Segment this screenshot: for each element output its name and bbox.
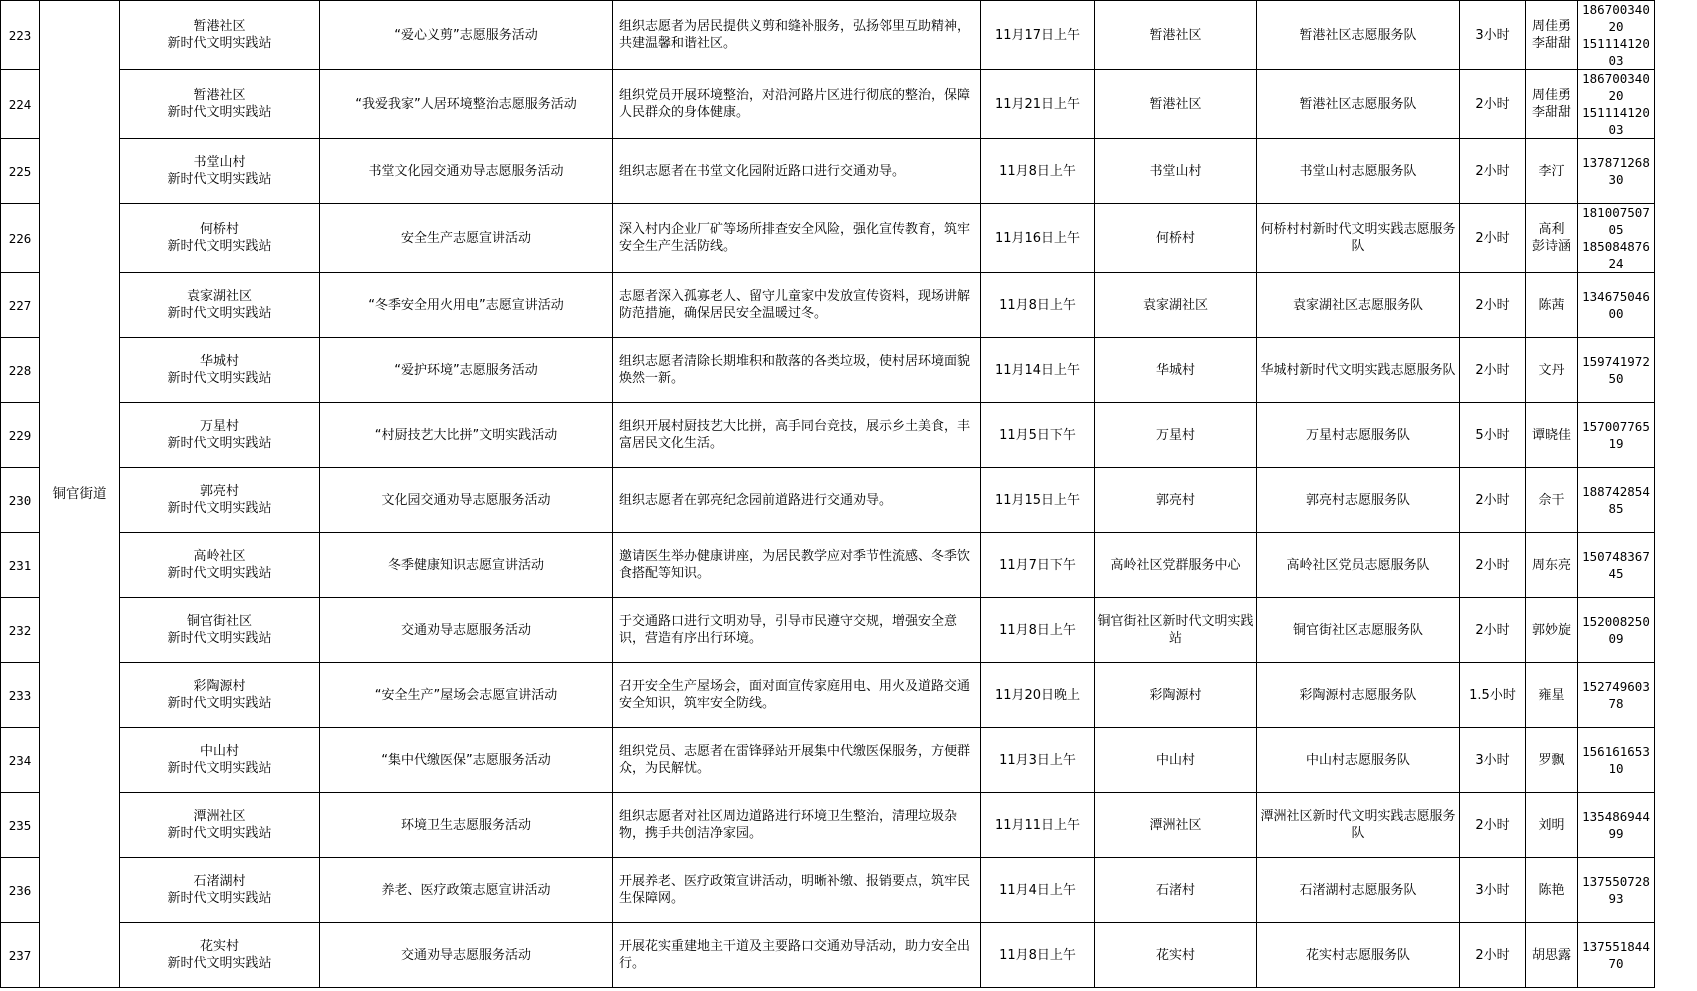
duration: 2小时 [1460,923,1526,988]
activity-content: 组织志愿者在郭亮纪念园前道路进行交通劝导。 [613,468,981,533]
contact-phone [1578,468,1655,533]
station-name [120,663,320,728]
station-name [120,70,320,139]
activity-place: 暂港社区 [1095,1,1257,70]
contact-person-line: 谭晓佳 [1531,427,1571,443]
service-team: 书堂山村志愿服务队 [1257,139,1460,204]
station-name [120,204,320,273]
service-team: 高岭社区党员志愿服务队 [1257,533,1460,598]
contact-phone-line: 15111412003 [1582,105,1650,137]
activity-name: “集中代缴医保”志愿服务活动 [320,728,613,793]
row-number: 229 [1,403,40,468]
table-row [1,273,1655,338]
station-name [120,468,320,533]
contact-phone-line: 18874285485 [1582,484,1650,516]
contact-phone [1578,923,1655,988]
station-name [120,273,320,338]
activity-name: 安全生产志愿宣讲活动 [320,204,613,273]
activity-name: 交通劝导志愿服务活动 [320,923,613,988]
contact-phone [1578,139,1655,204]
contact-phone [1578,273,1655,338]
activity-time: 11月17日上午 [981,1,1095,70]
contact-phone-line: 18508487624 [1582,239,1650,271]
station-name-line: 中山村 [199,744,239,759]
station-name [120,533,320,598]
station-name [120,923,320,988]
activity-time: 11月8日上午 [981,139,1095,204]
contact-phone-line: 13755184470 [1582,939,1650,971]
service-team: 何桥村村新时代文明实践志愿服务队 [1257,204,1460,273]
station-name-line: 新时代文明实践站 [167,956,272,971]
station-name-line: 书堂山村 [193,155,246,170]
station-name-line: 新时代文明实践站 [167,436,272,451]
station-name-line: 彩陶源村 [193,679,246,694]
contact-person-line: 雍星 [1538,687,1565,703]
activity-time: 11月8日上午 [981,598,1095,663]
activity-time: 11月4日上午 [981,858,1095,923]
duration: 3小时 [1460,858,1526,923]
contact-phone [1578,204,1655,273]
table-row [1,598,1655,663]
row-number: 228 [1,338,40,403]
station-name-line: 新时代文明实践站 [167,761,272,776]
contact-phone-line: 13467504600 [1582,289,1650,321]
row-number: 225 [1,139,40,204]
activity-content: 邀请医生举办健康讲座，为居民教学应对季节性流感、冬季饮食搭配等知识。 [613,533,981,598]
contact-person-line: 周佳勇 [1531,19,1571,34]
duration: 2小时 [1460,204,1526,273]
contact-phone-line: 15111412003 [1582,36,1650,68]
contact-person-line: 胡思露 [1531,947,1571,963]
activity-content: 组织志愿者为居民提供义剪和缝补服务，弘扬邻里互助精神，共建温馨和谐社区。 [613,1,981,70]
contact-person [1526,858,1578,923]
contact-person [1526,1,1578,70]
activity-content: 志愿者深入孤寡老人、留守儿童家中发放宣传资料，现场讲解防范措施，确保居民安全温暖过冬。 [613,273,981,338]
activity-name: 冬季健康知识志愿宣讲活动 [320,533,613,598]
table-row [1,468,1655,533]
duration: 2小时 [1460,598,1526,663]
service-team: 袁家湖社区志愿服务队 [1257,273,1460,338]
activity-content: 组织志愿者清除长期堆积和散落的各类垃圾，使村居环境面貌焕然一新。 [613,338,981,403]
activity-place: 石渚村 [1095,858,1257,923]
station-name-line: 新时代文明实践站 [167,172,272,187]
contact-person-line: 刘明 [1538,817,1565,833]
contact-phone-line: 18100750705 [1582,205,1650,237]
contact-person [1526,70,1578,139]
contact-person-line: 高利 [1538,222,1565,237]
activity-time: 11月11日上午 [981,793,1095,858]
row-number: 223 [1,1,40,70]
station-name-line: 新时代文明实践站 [167,371,272,386]
row-number: 235 [1,793,40,858]
contact-person-line: 周东亮 [1531,557,1571,573]
station-name [120,598,320,663]
activity-time: 11月3日上午 [981,728,1095,793]
contact-person [1526,793,1578,858]
table-row [1,403,1655,468]
station-name-line: 新时代文明实践站 [167,631,272,646]
contact-person-line: 陈艳 [1538,882,1565,898]
contact-phone [1578,793,1655,858]
contact-person [1526,338,1578,403]
service-team: 石渚湖村志愿服务队 [1257,858,1460,923]
contact-phone [1578,403,1655,468]
station-name-line: 新时代文明实践站 [167,239,272,254]
activity-content: 开展养老、医疗政策宣讲活动，明晰补缴、报销要点，筑牢民生保障网。 [613,858,981,923]
contact-phone-line: 13755072893 [1582,874,1650,906]
table-body [1,1,1655,988]
station-name [120,403,320,468]
activity-place: 铜官街社区新时代文明实践站 [1095,598,1257,663]
table-row [1,923,1655,988]
contact-person [1526,598,1578,663]
duration: 3小时 [1460,728,1526,793]
activity-name: “我爱我家”人居环境整治志愿服务活动 [320,70,613,139]
contact-person-line: 李甜甜 [1531,36,1571,51]
activity-time: 11月16日上午 [981,204,1095,273]
activity-name: 文化园交通劝导志愿服务活动 [320,468,613,533]
contact-person [1526,403,1578,468]
activity-name: “安全生产”屋场会志愿宣讲活动 [320,663,613,728]
station-name-line: 新时代文明实践站 [167,501,272,516]
table-row [1,533,1655,598]
station-name-line: 暂港社区 [193,88,246,103]
station-name-line: 花实村 [199,939,239,954]
row-number: 237 [1,923,40,988]
duration: 3小时 [1460,1,1526,70]
activity-time: 11月8日上午 [981,273,1095,338]
row-number: 234 [1,728,40,793]
duration: 1.5小时 [1460,663,1526,728]
activity-time: 11月20日晚上 [981,663,1095,728]
activity-name: “爱心义剪”志愿服务活动 [320,1,613,70]
activity-place: 华城村 [1095,338,1257,403]
contact-person [1526,663,1578,728]
activity-place: 高岭社区党群服务中心 [1095,533,1257,598]
contact-person [1526,728,1578,793]
row-number: 236 [1,858,40,923]
activity-place: 郭亮村 [1095,468,1257,533]
contact-phone-line: 13787126830 [1582,155,1650,187]
contact-phone-line: 15074836745 [1582,549,1650,581]
activity-name: 养老、医疗政策志愿宣讲活动 [320,858,613,923]
table-row [1,204,1655,273]
table-row [1,858,1655,923]
station-name-line: 新时代文明实践站 [167,891,272,906]
duration: 2小时 [1460,273,1526,338]
activity-content: 开展花实重建地主干道及主要路口交通劝导活动，助力安全出行。 [613,923,981,988]
station-name-line: 潭洲社区 [193,809,246,824]
table-row [1,663,1655,728]
row-number: 231 [1,533,40,598]
station-name-line: 暂港社区 [193,19,246,34]
street-name: 铜官街道 [40,1,120,988]
service-team: 暂港社区志愿服务队 [1257,1,1460,70]
activity-time: 11月14日上午 [981,338,1095,403]
activity-content: 组织党员开展环境整治，对沿河路片区进行彻底的整治，保障人民群众的身体健康。 [613,70,981,139]
table-row [1,1,1655,70]
table-row [1,793,1655,858]
row-number: 224 [1,70,40,139]
contact-person-line: 李汀 [1538,163,1565,179]
contact-phone-line: 15274960378 [1582,679,1650,711]
activity-place: 花实村 [1095,923,1257,988]
contact-phone-line: 15700776519 [1582,419,1650,451]
activity-place: 中山村 [1095,728,1257,793]
duration: 2小时 [1460,70,1526,139]
activity-time: 11月21日上午 [981,70,1095,139]
contact-phone [1578,70,1655,139]
activity-place: 潭洲社区 [1095,793,1257,858]
activity-name: 书堂文化园交通劝导志愿服务活动 [320,139,613,204]
station-name [120,858,320,923]
duration: 2小时 [1460,338,1526,403]
contact-phone [1578,598,1655,663]
station-name-line: 新时代文明实践站 [167,696,272,711]
contact-person-line: 彭诗涵 [1531,239,1571,254]
contact-person-line: 文丹 [1538,362,1565,378]
activity-content: 组织党员、志愿者在雷锋驿站开展集中代缴医保服务，方便群众，为民解忧。 [613,728,981,793]
activity-place: 万星村 [1095,403,1257,468]
contact-person [1526,468,1578,533]
station-name-line: 郭亮村 [199,484,239,499]
activity-time: 11月5日下午 [981,403,1095,468]
table-row [1,728,1655,793]
station-name-line: 新时代文明实践站 [167,36,272,51]
activity-name: “村厨技艺大比拼”文明实践活动 [320,403,613,468]
station-name-line: 新时代文明实践站 [167,566,272,581]
activity-place: 书堂山村 [1095,139,1257,204]
contact-person-line: 周佳勇 [1531,88,1571,103]
table-row [1,338,1655,403]
station-name-line: 高岭社区 [193,549,246,564]
contact-phone-line: 18670034020 [1582,71,1650,103]
row-number: 233 [1,663,40,728]
activity-content: 召开安全生产屋场会，面对面宣传家庭用电、用火及道路交通安全知识，筑牢安全防线。 [613,663,981,728]
contact-person-line: 罗飘 [1538,752,1565,768]
contact-phone-line: 15616165310 [1582,744,1650,776]
station-name [120,793,320,858]
activity-name: 交通劝导志愿服务活动 [320,598,613,663]
activity-place: 彩陶源村 [1095,663,1257,728]
activity-content: 于交通路口进行文明劝导，引导市民遵守交规，增强安全意识，营造有序出行环境。 [613,598,981,663]
activity-content: 组织开展村厨技艺大比拼，高手同台竞技，展示乡土美食，丰富居民文化生活。 [613,403,981,468]
service-team: 中山村志愿服务队 [1257,728,1460,793]
service-team: 郭亮村志愿服务队 [1257,468,1460,533]
contact-person-line: 李甜甜 [1531,105,1571,120]
station-name-line: 石渚湖村 [193,874,246,889]
station-name [120,139,320,204]
contact-phone-line: 15974197250 [1582,354,1650,386]
duration: 5小时 [1460,403,1526,468]
duration: 2小时 [1460,468,1526,533]
activity-name: “冬季安全用火用电”志愿宣讲活动 [320,273,613,338]
contact-person-line: 郭妙旋 [1531,622,1571,638]
contact-phone [1578,858,1655,923]
contact-person [1526,139,1578,204]
activity-place: 何桥村 [1095,204,1257,273]
contact-person [1526,923,1578,988]
activity-time: 11月7日下午 [981,533,1095,598]
service-team: 彩陶源村志愿服务队 [1257,663,1460,728]
activity-name: “爱护环境”志愿服务活动 [320,338,613,403]
service-team: 铜官街社区志愿服务队 [1257,598,1460,663]
contact-person-line: 佘干 [1538,492,1565,508]
contact-phone-line: 13548694499 [1582,809,1650,841]
station-name-line: 袁家湖社区 [186,289,252,304]
station-name [120,728,320,793]
contact-person-line: 陈茜 [1538,297,1565,313]
row-number: 230 [1,468,40,533]
activity-time: 11月15日上午 [981,468,1095,533]
contact-phone [1578,533,1655,598]
station-name-line: 何桥村 [199,222,239,237]
activity-content: 深入村内企业厂矿等场所排查安全风险，强化宣传教育，筑牢安全生产生活防线。 [613,204,981,273]
contact-person [1526,204,1578,273]
contact-phone [1578,663,1655,728]
contact-person [1526,273,1578,338]
row-number: 232 [1,598,40,663]
service-team: 花实村志愿服务队 [1257,923,1460,988]
duration: 2小时 [1460,793,1526,858]
service-team: 暂港社区志愿服务队 [1257,70,1460,139]
contact-phone [1578,728,1655,793]
activity-name: 环境卫生志愿服务活动 [320,793,613,858]
service-team: 华城村新时代文明实践志愿服务队 [1257,338,1460,403]
service-team: 万星村志愿服务队 [1257,403,1460,468]
duration: 2小时 [1460,139,1526,204]
station-name-line: 铜官街社区 [186,614,252,629]
station-name-line: 华城村 [199,354,239,369]
table-row [1,70,1655,139]
row-number: 226 [1,204,40,273]
service-team: 潭洲社区新时代文明实践志愿服务队 [1257,793,1460,858]
activity-time: 11月8日上午 [981,923,1095,988]
table-row [1,139,1655,204]
activity-place: 袁家湖社区 [1095,273,1257,338]
activity-content: 组织志愿者对社区周边道路进行环境卫生整治，清理垃圾杂物，携手共创洁净家园。 [613,793,981,858]
station-name-line: 万星村 [199,419,239,434]
station-name-line: 新时代文明实践站 [167,105,272,120]
contact-phone-line: 18670034020 [1582,2,1650,34]
activity-content: 组织志愿者在书堂文化园附近路口进行交通劝导。 [613,139,981,204]
station-name [120,1,320,70]
contact-phone [1578,1,1655,70]
station-name-line: 新时代文明实践站 [167,826,272,841]
duration: 2小时 [1460,533,1526,598]
activity-place: 暂港社区 [1095,70,1257,139]
station-name [120,338,320,403]
contact-phone-line: 15200825009 [1582,614,1650,646]
contact-person [1526,533,1578,598]
row-number: 227 [1,273,40,338]
station-name-line: 新时代文明实践站 [167,306,272,321]
contact-phone [1578,338,1655,403]
